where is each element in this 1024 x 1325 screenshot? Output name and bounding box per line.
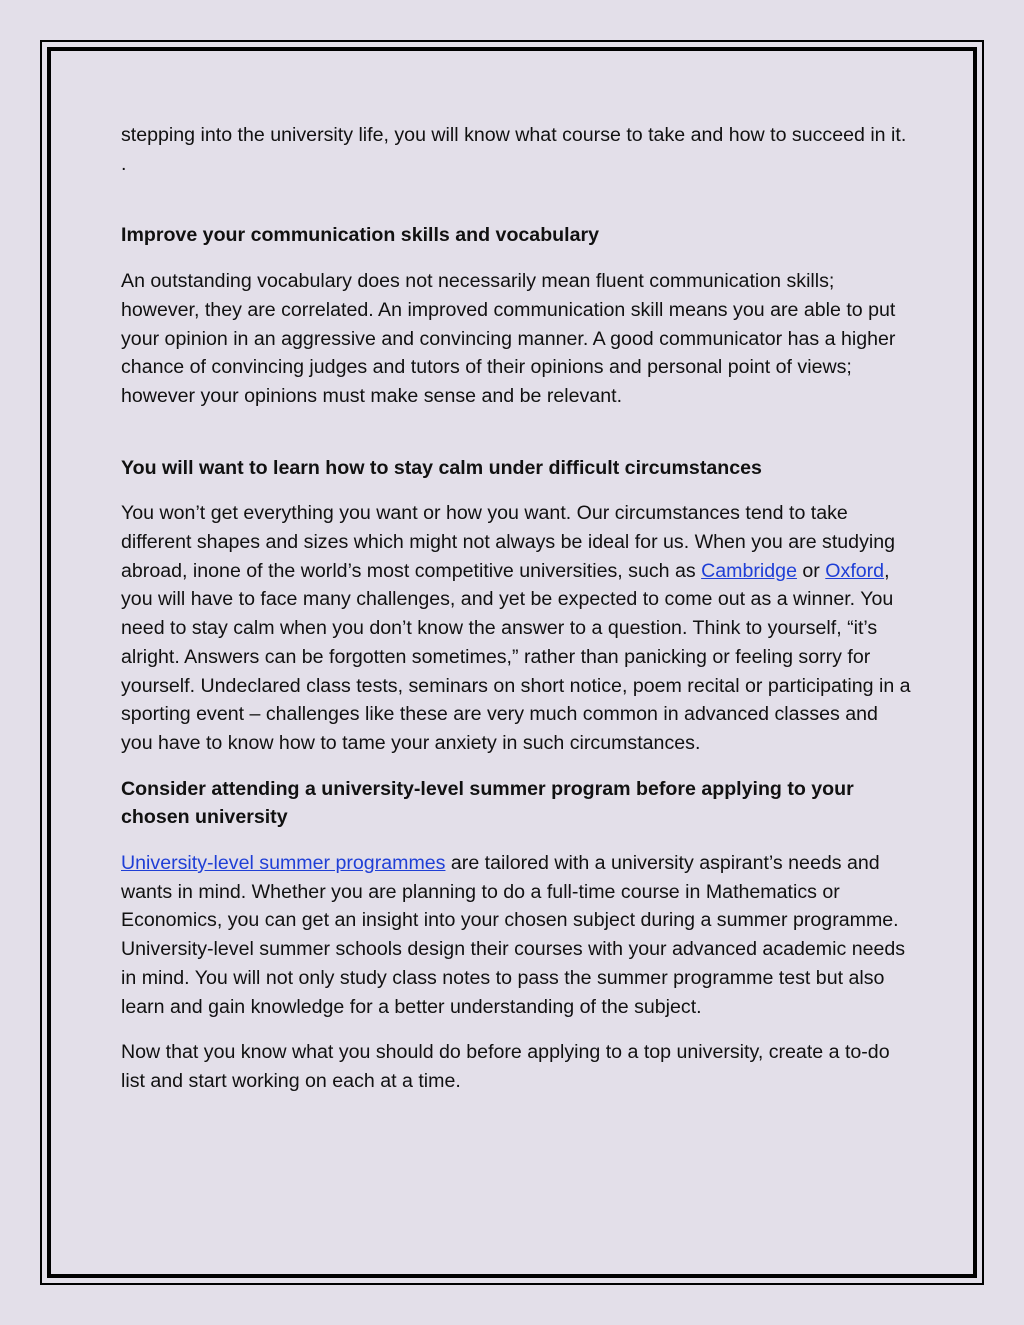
section-heading-summer-program: Consider attending a university-level summer program before applying to your chosen university	[121, 777, 854, 829]
section-heading-communication: Improve your communication skills and vocabulary	[121, 224, 600, 247]
paragraph-text: or	[796, 559, 826, 582]
cambridge-link[interactable]: Cambridge	[701, 559, 797, 582]
summer-programmes-link[interactable]: University-level summer programmes	[121, 852, 446, 875]
paragraph-text: are tailored with a university aspirant’s needs and wants in mind. Whether you are planning to do a full-time course in Mathematics or Economics, you can get an insight into your chosen subject during a summer programme. University-level summer schools design their courses with your advanced academic needs in mind. You will not only study class notes to pass the summer programme test but also learn and gain knowledge for a better understanding of the subject.	[121, 852, 906, 1018]
paragraph-text: , you will have to face many challenges, and yet be expected to come out as a winner. You need to stay calm when you don’t know the answer to a question. Think to yourself, “it’s alright. Answers can be forgotten sometimes,” rather than panicking or feeling sorry for yourself. Undeclared class tests, seminars on short notice, poem recital or participating in a sporting event – challenges like these are very much common in advanced classes and you have to know how to tame your anxiety in such circumstances.	[121, 559, 911, 754]
document-body	[121, 121, 911, 1096]
closing-paragraph: Now that you know what you should do before applying to a top university, create a to-do list and start working on each at a time.	[121, 1041, 890, 1092]
intro-paragraph: stepping into the university life, you will know what course to take and how to succeed in it. .	[121, 124, 907, 175]
section-paragraph-summer-program	[121, 849, 911, 1021]
section-paragraph-communication: An outstanding vocabulary does not necessarily mean fluent communication skills; however, they are correlated. An improved communication skill means you are able to put your opinion in an aggressive and convincing manner. A good communicator has a higher chance of convincing judges and tutors of their opinions and personal point of views; however your opinions must make sense and be relevant.	[121, 270, 896, 407]
oxford-link[interactable]: Oxford	[825, 559, 885, 582]
section-heading-stay-calm: You will want to learn how to stay calm under difficult circumstances	[121, 456, 762, 479]
paragraph-text: You won’t get everything you want or how you want. Our circumstances tend to take different shapes and sizes which might not always be ideal for us. When you are studying abroad, inone of the world’s most competitive universities, such as	[121, 502, 896, 582]
section-paragraph-stay-calm	[121, 499, 911, 757]
